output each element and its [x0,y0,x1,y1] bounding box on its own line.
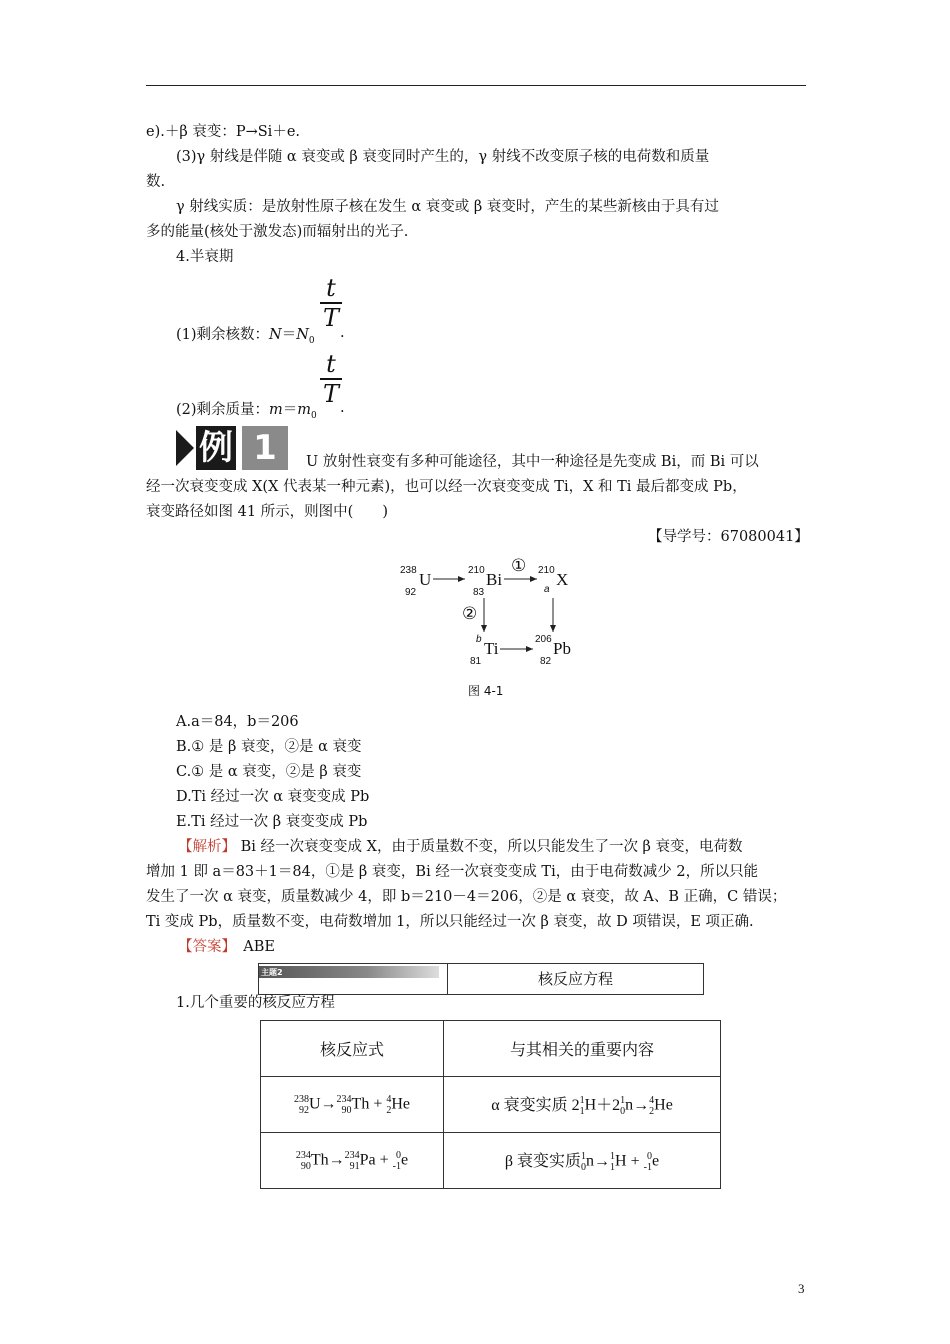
nuclide-mass: 234 [336,1093,352,1105]
nuclide-charge: 0 [581,1162,587,1174]
nuclide [580,1095,597,1117]
reaction-cell: 238 92 U→ 234 90 Th + 4 2 He [261,1077,444,1133]
nuclide-mass: 0 [396,1149,402,1161]
section-title: 1.几个重要的核反应方程 [176,995,335,1011]
text-line: (3)γ 射线是伴随 α 衰变或 β 衰变同时产生的，γ 射线不改变原子核的电荷数和质量 [176,149,710,165]
table-header-row [261,1021,721,1077]
page-number: 3 [798,1281,805,1296]
arrow-icon: → [633,1096,650,1114]
nuclide-charge: 83 [473,587,485,598]
nuclide-charge: 1 [610,1162,616,1174]
formula-eq: ＝ [281,327,297,343]
nuclide [610,1151,627,1173]
step-marker: ② [462,604,478,624]
nuclide-symbol: U [419,570,432,589]
nuclide-charge: 2 [649,1106,655,1118]
nuclide [296,1150,329,1172]
reaction-table [260,1020,721,1189]
formula-label: (2)剩余质量： [176,402,270,418]
guide-number: 【导学号：67080041】 [648,529,809,545]
figure-caption: 图 4-1 [468,684,504,698]
answer-tag: 【答案】 [178,939,229,955]
question-line: U 放射性衰变有多种可能途径，其中一种途径是先变成 Bi，而 Bi 可以 [306,454,759,470]
question-line: 经一次衰变变成 X(X 代表某一种元素)，也可以经一次衰变变成 Ti，X 和 Ti 最后都变成 Pb， [146,479,747,495]
nuclide-charge: 2 [386,1104,392,1116]
table-row [261,1133,721,1189]
nuclide-mass: 234 [344,1149,360,1161]
nuclide-symbol: Bi [486,570,503,589]
nuclide-charge: 90 [341,1104,352,1116]
nuclide-charge: -1 [392,1160,402,1172]
nuclide-mass: 210 [468,565,485,576]
nuclide-symbol: e [651,1152,660,1170]
topic-header [258,963,704,995]
analysis-tag: 【解析】 [178,839,236,855]
nuclide-mass: 210 [538,565,555,576]
nuclide-mass: b [476,634,482,645]
banner-number: 1 [242,426,288,470]
nuclide-symbol: e [401,1151,409,1169]
nuclide-symbol: Pa [359,1151,376,1169]
answer-line [178,937,275,957]
nuclide [644,1151,659,1173]
nuclide-mass: 1 [610,1151,616,1163]
formula-var: N [296,327,309,343]
nuclide [294,1094,321,1116]
nuclide-mass: 206 [535,634,552,645]
reaction-cell: 234 90 Th→ 234 91 Pa + 0 -1 e [261,1133,444,1189]
nuclide-mass: 1 [579,1095,585,1107]
table-row [261,1077,721,1133]
nuclide-symbol: H [584,1096,597,1114]
nuclide-charge: 92 [298,1104,309,1116]
analysis-text: Bi 经一次衰变变成 X，由于质量数不变，所以只能发生了一次 β 衰变，电荷数 [236,839,743,855]
answer-value: ABE [243,939,275,955]
nuclide-symbol: X [556,570,569,589]
analysis-line-1 [178,837,743,857]
nuclide-symbol: He [391,1095,411,1113]
nuclide-symbol: Th [351,1095,370,1113]
nuclide-mass: 238 [293,1093,309,1105]
frac-numerator: t [326,350,336,378]
analysis-line: Ti 变成 Pb，质量数不变，电荷数增加 1，所以只能经过一次 β 衰变，故 D 项错误，E 项正确. [146,914,754,930]
frac-denominator: T [322,304,339,332]
period: . [340,400,345,416]
nuclide [337,1094,370,1116]
formula-eq: ＝ [282,402,298,418]
nuclide-mass: 1 [620,1095,626,1107]
content-cell [444,1077,721,1133]
nuclide [649,1095,673,1117]
text-line: 数. [146,174,166,190]
nuclide [345,1150,376,1172]
nuclide-mass: 4 [649,1095,655,1107]
topic-tag [259,966,439,978]
nuclide-mass: 4 [386,1093,392,1105]
nuclide-charge: 1 [579,1106,585,1118]
nuclide [581,1151,594,1173]
content-label: β 衰变实质 [504,1152,582,1170]
text-line: e).＋β 衰变：P→Si＋e. [146,124,301,140]
nuclide [393,1150,408,1172]
formula-var: m [269,402,283,418]
nuclide-charge: 92 [405,587,417,598]
table-header: 核反应式 [261,1021,444,1077]
analysis-line: 发生了一次 α 衰变，质量数减少 4，即 b＝210－4＝206，②是 α 衰变，故 A、B 正确，C 错误； [146,889,787,905]
table-header: 与其相关的重要内容 [444,1021,721,1077]
text-line: γ 射线实质：是放射性原子核在发生 α 衰变或 β 衰变时，产生的某些新核由于具有过 [176,199,719,215]
arrow-icon: → [320,1095,337,1113]
formula-var: N [269,327,282,343]
option-b: B.① 是 β 衰变，②是 α 衰变 [176,739,362,755]
nuclide-charge: 91 [349,1160,360,1172]
nuclide-charge: a [544,584,550,595]
period: . [340,325,345,341]
nuclide-symbol: n [586,1152,595,1170]
step-marker: ① [511,556,527,576]
topic-tag-label: 主题2 [261,968,283,977]
nuclide-symbol: U [308,1095,321,1113]
arrow-icon: → [594,1152,611,1170]
nuclide-mass: 0 [646,1151,652,1163]
nuclide [386,1094,410,1116]
arrow-icon: → [328,1151,345,1169]
nuclide-mass: 234 [295,1149,311,1161]
nuclide-charge: 0 [620,1106,626,1118]
nuclide-charge: 90 [300,1160,311,1172]
formula-label: (1)剩余核数： [176,327,270,343]
nuclide-mass: 238 [400,565,417,576]
nuclide-symbol: Th [310,1151,329,1169]
option-d: D.Ti 经过一次 α 衰变变成 Pb [176,789,370,805]
content-label: α 衰变实质 2 [491,1096,580,1114]
frac-numerator: t [326,274,336,302]
option-a: A.a＝84，b＝206 [176,714,299,730]
nuclide-symbol: He [654,1096,673,1114]
option-c: C.① 是 α 衰变，②是 β 衰变 [176,764,362,780]
banner-label: 例 [196,426,236,470]
text-line: 多的能量(核处于激发态)而辐射出的光子. [146,224,409,240]
option-e: E.Ti 经过一次 β 衰变变成 Pb [176,814,368,830]
nuclide-symbol: H [615,1152,627,1170]
nuclide-mass: 1 [581,1151,587,1163]
nuclide-charge: 82 [540,656,552,667]
plus-coef: ＋2 [596,1096,621,1114]
nuclide-symbol: Pb [553,639,571,658]
formula-sub: 0 [308,335,315,346]
nuclide-symbol: Ti [484,639,499,658]
frac-denominator: T [322,380,339,408]
formula-var: m [297,402,312,418]
nuclide [620,1095,633,1117]
content-cell: β 衰变实质 1 0 n→ 1 1 H + 0 -1 e [444,1133,721,1189]
nuclide-charge: -1 [643,1162,652,1174]
topic-title: 核反应方程 [537,970,613,988]
question-line: 衰变路径如图 41 所示，则图中( ) [146,504,388,520]
formula-sub: 0 [311,410,317,421]
nuclide-symbol: n [625,1096,634,1114]
section-heading: 4.半衰期 [176,249,234,265]
analysis-line: 增加 1 即 a＝83＋1＝84，①是 β 衰变，Bi 经一次衰变变成 Ti，由于电荷数减少 2，所以只能 [146,864,759,880]
nuclide-charge: 81 [470,656,482,667]
